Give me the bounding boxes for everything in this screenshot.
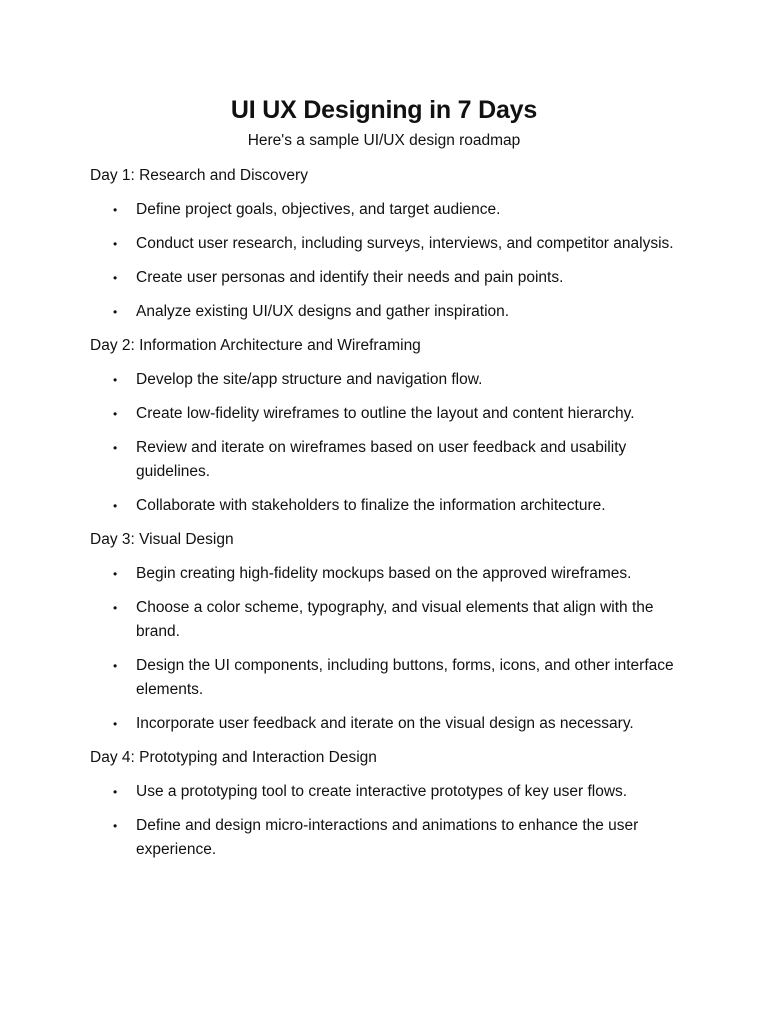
list-item bbox=[90, 780, 690, 804]
list-item-text: Create user personas and identify their needs and pain points. bbox=[136, 269, 564, 286]
list-item bbox=[90, 562, 690, 586]
bullet-icon: • bbox=[113, 601, 118, 615]
bullet-list bbox=[90, 368, 690, 518]
document-title: UI UX Designing in 7 Days bbox=[230, 96, 538, 124]
list-item bbox=[90, 368, 690, 392]
list-item-text: Use a prototyping tool to create interactive prototypes of key user flows. bbox=[136, 783, 628, 800]
list-item-text: Design the UI components, including buttons, forms, icons, and other interface elements. bbox=[136, 657, 674, 698]
bullet-icon: • bbox=[113, 373, 118, 387]
document-body bbox=[90, 164, 690, 872]
section-heading: Day 1: Research and Discovery bbox=[90, 167, 308, 184]
list-item-text: Review and iterate on wireframes based on user feedback and usability guidelines. bbox=[136, 439, 627, 480]
list-item-text: Begin creating high-fidelity mockups based on the approved wireframes. bbox=[136, 565, 632, 582]
bullet-list bbox=[90, 562, 690, 736]
bullet-icon: • bbox=[113, 305, 118, 319]
list-item bbox=[90, 232, 690, 256]
list-item bbox=[90, 712, 690, 736]
list-item-text: Analyze existing UI/UX designs and gather inspiration. bbox=[136, 303, 510, 320]
list-item-text: Collaborate with stakeholders to finalize the information architecture. bbox=[136, 497, 606, 514]
list-item-text: Incorporate user feedback and iterate on the visual design as necessary. bbox=[136, 715, 634, 732]
bullet-icon: • bbox=[113, 819, 118, 833]
bullet-list bbox=[90, 198, 690, 324]
bullet-icon: • bbox=[113, 499, 118, 513]
list-item-text: Choose a color scheme, typography, and visual elements that align with the brand. bbox=[136, 599, 654, 640]
bullet-list bbox=[90, 780, 690, 862]
document-subtitle: Here's a sample UI/UX design roadmap bbox=[247, 132, 521, 149]
section-heading: Day 4: Prototyping and Interaction Design bbox=[90, 749, 377, 766]
section-day-3 bbox=[90, 528, 690, 736]
bullet-icon: • bbox=[113, 785, 118, 799]
list-item bbox=[90, 494, 690, 518]
list-item bbox=[90, 596, 690, 644]
list-item bbox=[90, 300, 690, 324]
list-item-text: Conduct user research, including surveys, interviews, and competitor analysis. bbox=[136, 235, 674, 252]
list-item bbox=[90, 814, 690, 862]
list-item-text: Develop the site/app structure and navigation flow. bbox=[136, 371, 483, 388]
list-item-text: Define and design micro-interactions and animations to enhance the user experience. bbox=[136, 817, 639, 858]
list-item-text: Create low-fidelity wireframes to outline the layout and content hierarchy. bbox=[136, 405, 635, 422]
section-day-1 bbox=[90, 164, 690, 324]
list-item bbox=[90, 266, 690, 290]
bullet-icon: • bbox=[113, 441, 118, 455]
list-item bbox=[90, 436, 690, 484]
section-heading: Day 3: Visual Design bbox=[90, 531, 234, 548]
section-heading: Day 2: Information Architecture and Wireframing bbox=[90, 337, 421, 354]
list-item bbox=[90, 654, 690, 702]
bullet-icon: • bbox=[113, 203, 118, 217]
bullet-icon: • bbox=[113, 271, 118, 285]
bullet-icon: • bbox=[113, 659, 118, 673]
bullet-icon: • bbox=[113, 717, 118, 731]
bullet-icon: • bbox=[113, 407, 118, 421]
list-item-text: Define project goals, objectives, and target audience. bbox=[136, 201, 501, 218]
list-item bbox=[90, 402, 690, 426]
list-item bbox=[90, 198, 690, 222]
section-day-4 bbox=[90, 746, 690, 862]
bullet-icon: • bbox=[113, 237, 118, 251]
bullet-icon: • bbox=[113, 567, 118, 581]
section-day-2 bbox=[90, 334, 690, 518]
